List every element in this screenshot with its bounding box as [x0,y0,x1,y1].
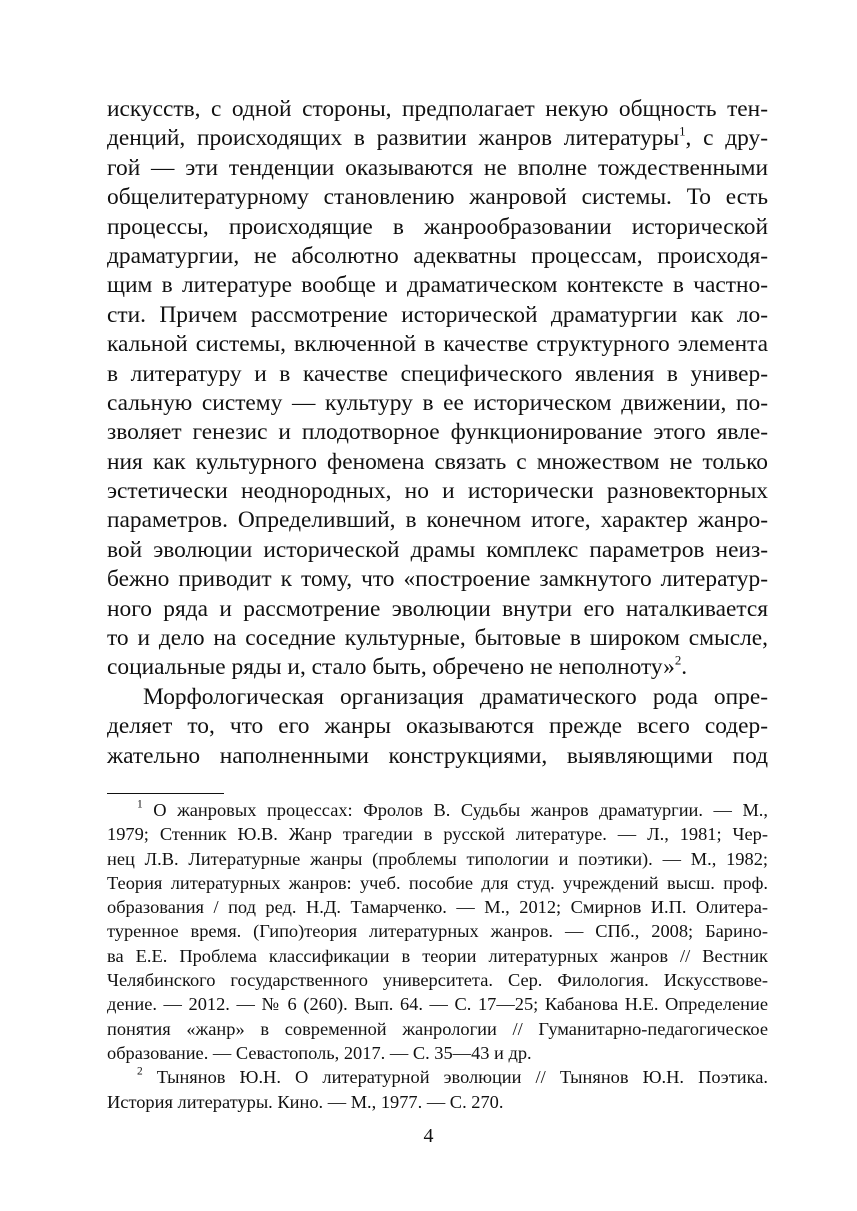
footnote-line: ва Е.Е. Проблема классификации в теории литературных жанров // Вестник [107,945,768,966]
text-line: гой — эти тенденции оказываются не вполне тождественными [107,154,768,181]
footnote-2-first-line: $^2$ Тынянов Ю.Н. О литературной эволюции // Тынянов Ю.Н. Поэтика. [137,1065,768,1088]
footnote-marker-1: 1 [137,798,143,811]
footnote-1-first-line: $^1$ О жанровых процессах: Фролов В. Судьбы жанров драматургии. — М., [137,798,768,820]
footnote-line: Челябинского государственного университета. Сер. Филология. Искусствове- [107,970,768,991]
text-line: деляет то, что его жанры оказываются прежде всего содер- [107,713,768,740]
text-line: вой эволюции исторической драмы комплекс параметров неиз- [107,536,768,563]
paragraph-start-line: Морфологическая организация драматического рода опре- [143,683,768,710]
text-line: в литературу и в качестве специфического явления в универ- [107,360,768,387]
text-line: зволяет генезис и плодотворное функционирование этого явле- [107,419,768,446]
footnote-line: туренное время. (Гипо)теория литературных жанров. — СПб., 2008; Барино- [107,921,768,942]
footnote-ref-1: 1 [679,124,686,139]
footnote-ref-2: 2 [674,653,682,668]
text-line: социальные ряды и, стало быть, обречено не неполноту»$^2$. [107,653,688,681]
footnote-line: образования / под ред. Н.Д. Тамарченко. — М., 2012; Смирнов И.П. Олитера- [107,897,768,918]
footnote-line: Теория литературных жанров: учеб. пособие для студ. учреждений высш. проф. [107,872,768,893]
footnote-line: дение. — 2012. — № 6 (260). Вып. 64. — С. 17—25; Кабанова Н.Е. Определение [107,994,768,1015]
footnote-line: нец Л.В. Литературные жанры (проблемы типологии и поэтики). — М., 1982; [107,848,768,869]
footnote-line: История литературы. Кино. — М., 1977. — С. 270. [107,1091,504,1112]
footnote-line: понятия «жанр» в современной жанрологии // Гуманитарно-педагогическое [107,1018,768,1039]
text-line: искусств, с одной стороны, предполагает некую общность тен- [107,96,768,122]
text-line: кальной системы, включенной в качестве структурного элемента [107,331,768,358]
footnote-line: образование. — Севастополь, 2017. — С. 35—43 и др. [107,1042,532,1063]
text-line: денций, происходящих в развитии жанров литературы$^1$, с дру- [107,124,768,152]
footnotes [107,798,768,1114]
main-text [107,95,768,771]
text-line: сти. Причем рассмотрение исторической драматургии как ло- [107,301,768,328]
text-line: общелитературному становлению жанровой системы. То есть [107,184,768,211]
text-line: то и дело на соседние культурные, бытовые в широком смысле, [107,625,768,652]
text-line: ного ряда и рассмотрение эволюции внутри его наталкивается [107,595,768,622]
text-line: сальную систему — культуру в ее историческом движении, по- [107,389,768,416]
footnote-line: 1979; Стенник Ю.В. Жанр трагедии в русской литературе. — Л., 1981; Чер- [107,824,768,845]
text-line: ния как культурного феномена связать с множеством не только [107,448,768,475]
footnote-marker-2: 2 [137,1065,143,1078]
text-line: бежно приводит к тому, что «построение замкнутого литератур- [107,566,768,593]
footnote-separator [107,793,224,794]
page-number: 4 [423,1125,434,1147]
text-line: жательно наполненными конструкциями, выявляющими под [107,742,768,769]
text-line: драматургии, не абсолютно адекватны процессам, происходя- [107,242,768,269]
text-line: эстетически неоднородных, но и исторически разновекторных [107,478,768,505]
text-line: параметров. Определивший, в конечном итоге, характер жанро- [107,507,768,534]
text-line: процессы, происходящие в жанрообразовании исторической [107,213,768,240]
text-line: щим в литературе вообще и драматическом контексте в частно- [107,272,768,299]
